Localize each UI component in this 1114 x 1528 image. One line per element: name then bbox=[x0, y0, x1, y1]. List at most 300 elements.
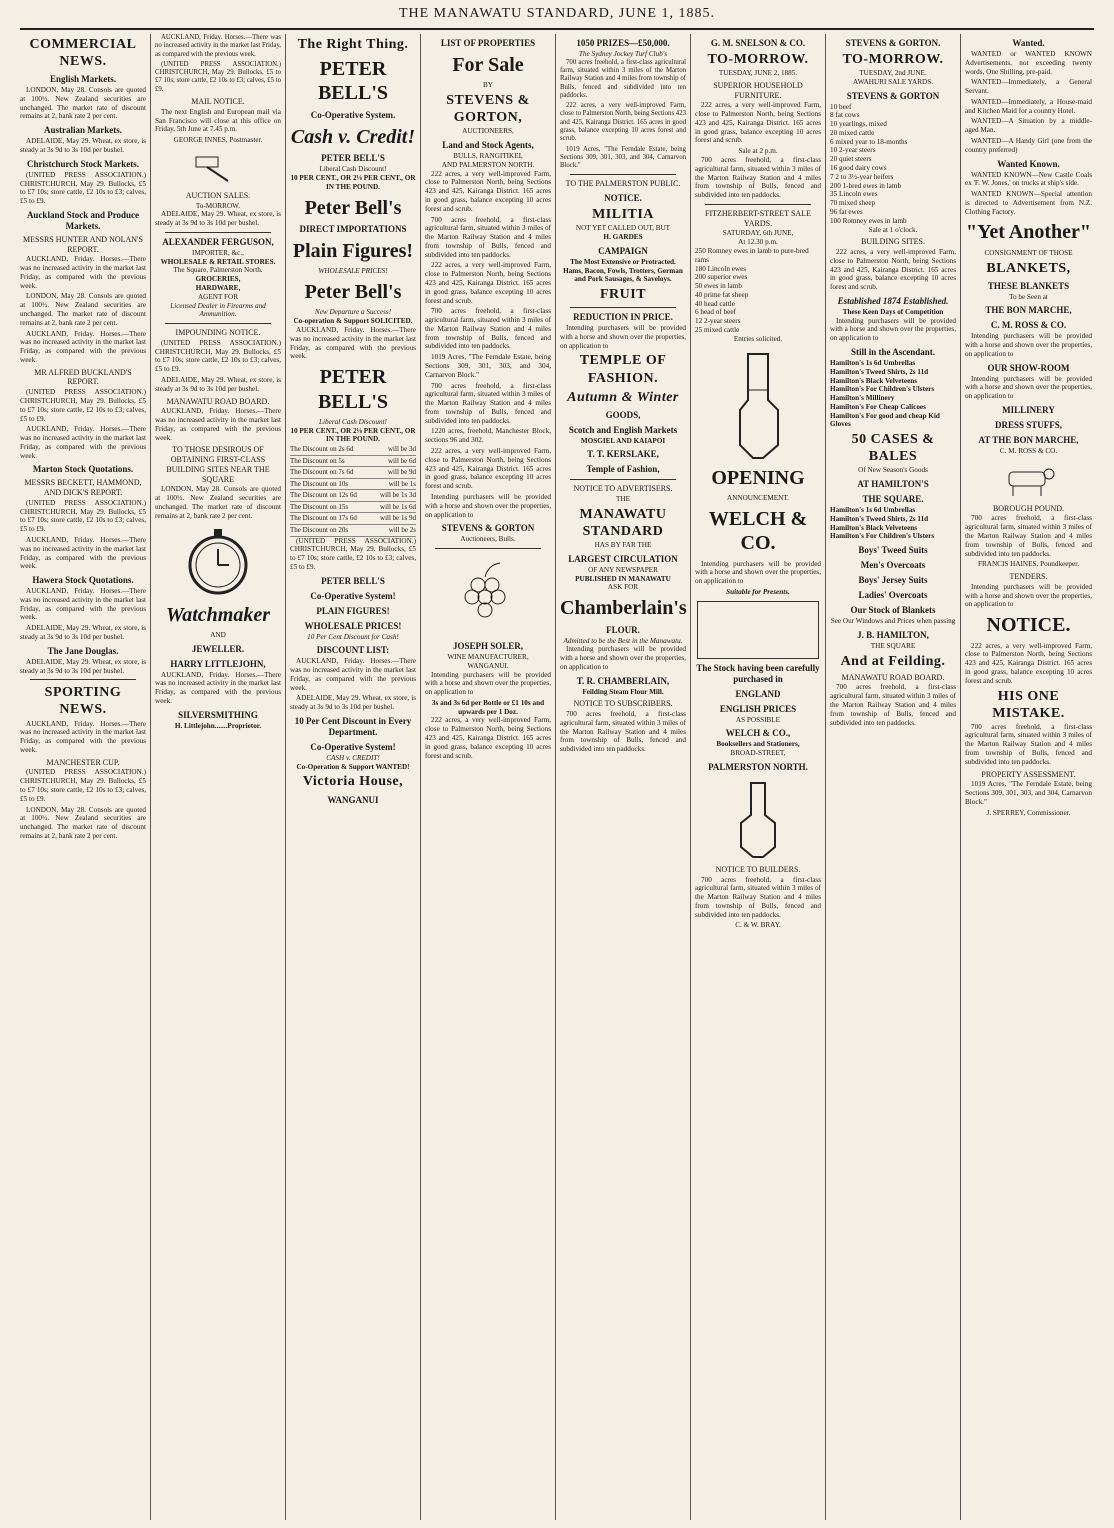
article-paragraph: Intending purchasers will be provided with a horse and shown over the properties, on application to bbox=[830, 316, 956, 343]
ad-footer: H. Littlejohn.......Proprietor. bbox=[174, 721, 262, 730]
article-paragraph: (UNITED PRESS ASSOCIATION.) CHRISTCHURCH, May 29. Bullocks, £5 to £7 10s; store cattle, £2 10s to £3; calves, £5 to £9. bbox=[155, 338, 281, 374]
table-cell: will be 1s 3d bbox=[380, 491, 416, 500]
classified-ad: WANTED—Immediately, a General Servant. bbox=[965, 78, 1092, 96]
table-cell: The Discount on 5s bbox=[290, 456, 345, 465]
list-item: Hamilton's Tweed Shirts, 2s 11d bbox=[830, 514, 929, 523]
article-paragraph: AUCKLAND, Friday. Horses.—There was no increased activity in the market last Friday, as compared with the previous week. bbox=[155, 670, 281, 706]
ad-line: NOTICE TO BUILDERS. bbox=[715, 864, 801, 874]
article-paragraph: ADELAIDE, May 29. Wheat, ex store, is steady at 3s 9d to 3s 10d per bushel. bbox=[290, 694, 416, 712]
list-item: 70 mixed sheep bbox=[830, 199, 876, 208]
list-item: 6 head of beef bbox=[695, 308, 736, 317]
ad-title: 1050 PRIZES—£50,000. bbox=[576, 38, 670, 48]
divider bbox=[165, 232, 271, 233]
section-title: SPORTING NEWS. bbox=[44, 685, 122, 718]
ad-line: Temple of Fashion, bbox=[586, 464, 660, 475]
hamilton-list bbox=[830, 506, 956, 541]
ad-line: TO-MORROW. bbox=[842, 51, 944, 67]
ad-line: PETER BELL'S bbox=[317, 58, 389, 105]
ad-line: Peter Bell's bbox=[304, 196, 402, 219]
list-item: 6 mixed year to 18-months bbox=[830, 137, 908, 146]
article-paragraph: 700 acres freehold, a first-class agricultural farm, situated within 3 miles of the Marton Railway Station and 4 miles from township of Bulls, fenced and subdivided into ten paddocks. bbox=[830, 683, 956, 727]
ad-line: PETER BELL'S bbox=[321, 153, 385, 164]
ad-line: The Stock having been carefully purchased in bbox=[696, 662, 820, 684]
classified-ad: WANTED—A Handy Girl (one from the country preferred) bbox=[965, 137, 1092, 154]
divider bbox=[570, 307, 676, 308]
ad-line: Suitable for Presents. bbox=[726, 587, 790, 596]
article-paragraph: 700 acres freehold, a first-class agricultural farm, situated within 3 miles of the Marton Railway Station and 4 miles from township of Bulls, fenced and subdivided into ten paddocks. bbox=[695, 875, 821, 919]
table-cell: The Discount on 12s 6d bbox=[290, 491, 357, 500]
property-listing: 222 acres, a very well-improved Farm, close to Palmerston North, being Sections 423 and 425, Kairanga District. 165 acres in good grass, balance excepting 10 acres forest and scrub. bbox=[425, 169, 551, 213]
impound-title: IMPOUNDING NOTICE. bbox=[175, 328, 261, 338]
table-row bbox=[290, 490, 416, 502]
ad-line: Co-operation & Support SOLICITED. bbox=[293, 317, 413, 326]
ad-line: These Keen Days of Competition bbox=[842, 307, 944, 316]
ad-line: ENGLAND bbox=[735, 688, 781, 699]
ad-line: BLANKETS, bbox=[986, 260, 1071, 276]
article-paragraph: 700 acres freehold, a first-class agricultural farm, situated within 3 miles of the Marton Railway Station and 4 miles from township of Bulls, fenced and subdivided into ten paddocks. bbox=[965, 514, 1092, 558]
list-item: 10 2-year steers bbox=[830, 146, 876, 155]
ad-line: LARGEST CIRCULATION bbox=[568, 553, 678, 564]
table-row bbox=[290, 456, 416, 468]
property-listing: 700 acres freehold, a first-class agricultural farm, situated within 3 miles of the Marton Railway Station and 4 miles from township of Bulls, fenced and subdivided into ten paddocks. bbox=[425, 307, 551, 351]
ad-line: Cash v. Credit! bbox=[290, 125, 416, 148]
property-listing: 1220 acres, freehold, Manchester Block, sections 96 and 302. bbox=[425, 427, 551, 445]
ad-line: C. M. ROSS & CO. bbox=[990, 320, 1067, 331]
ad-line: BUILDING SITES. bbox=[861, 237, 925, 247]
ad-line: Established 1874 Established. bbox=[837, 295, 949, 306]
table-cell: will be 6d bbox=[388, 456, 416, 465]
ad-line: Ladies' Overcoats bbox=[858, 590, 928, 601]
ad-line: WANGANUI. bbox=[467, 661, 509, 670]
ad-title: STEVENS & GORTON. bbox=[845, 38, 941, 48]
article-paragraph: 222 acres, a very well-improved Farm, close to Palmerston North, being Sections 423 and 425, Kairanga District. 165 acres in good grass, balance excepting 10 acres forest and scrub. bbox=[560, 102, 686, 143]
ad-line: MILLINERY bbox=[1002, 405, 1055, 416]
watchmaker-title: Watchmaker bbox=[165, 603, 271, 626]
ad-line: CAMPAIGN bbox=[598, 245, 648, 256]
article-paragraph: (UNITED PRESS ASSOCIATION.) CHRISTCHURCH, May 29. Bullocks, £5 to £7 10s; store cattle, £2 10s to £3; calves, £5 to £9. bbox=[20, 170, 146, 206]
list-item: 12 2-year steers bbox=[695, 317, 741, 326]
ad-title: LIST OF PROPERTIES bbox=[440, 38, 536, 48]
ad-line: THE bbox=[616, 495, 630, 504]
list-item: 20 quiet steers bbox=[830, 155, 872, 164]
article-paragraph: ADELAIDE, May 29. Wheat, ex store, is steady at 3s 9d to 3s 10d per bushel. bbox=[20, 624, 146, 642]
ad-line: JEWELLER. bbox=[191, 643, 245, 654]
columns bbox=[16, 34, 1098, 1520]
ad-line: TO-MORROW. bbox=[707, 51, 809, 67]
table-cell: The Discount on 7s 6d bbox=[290, 468, 354, 477]
ad-line: H. GARDES bbox=[603, 232, 643, 241]
subheading: MESSRS HUNTER AND NOLAN'S REPORT. bbox=[23, 234, 143, 254]
column-wanted bbox=[961, 34, 1096, 1520]
article-paragraph: ADELAIDE, May 29. Wheat, ex store, is steady at 3s 9d to 3s 10d per bushel. bbox=[155, 210, 281, 228]
article-paragraph: AUCKLAND, Friday. Horses.—There was no increased activity in the market last Friday, as compared with the previous week. bbox=[155, 407, 281, 442]
list-item: 250 Romney ewes in lamb to pure-bred rams bbox=[695, 246, 809, 264]
ad-line: ANNOUNCEMENT. bbox=[727, 493, 789, 502]
ad-line: GROCERIES, bbox=[195, 275, 241, 284]
ad-line: Sale at 2 p.m. bbox=[738, 147, 778, 156]
article-paragraph: Intending purchasers will be provided with a horse and shown over the properties, on application to bbox=[425, 670, 551, 697]
ad-line: Sale at 1 o'clock. bbox=[868, 225, 918, 234]
classified-ad: WANTED KNOWN—New Castle Coals ex 'F. W. Jones,' on trucks at ship's side. bbox=[965, 170, 1092, 188]
subheading: English Markets. bbox=[49, 74, 116, 85]
article-paragraph: (UNITED PRESS ASSOCIATION.) CHRISTCHURCH, May 29. Bullocks, £5 to £7 10s; store cattle, £2 10s to £3; calves, £5 to £9. bbox=[20, 498, 146, 534]
table-cell: The Discount on 2s 6d bbox=[290, 445, 354, 454]
pointing-hand-icon bbox=[728, 350, 788, 460]
ad-line: New Departure a Success! bbox=[314, 308, 392, 317]
ad-line: ENGLISH PRICES bbox=[719, 703, 797, 714]
auction-subtitle: To-MORROW. bbox=[195, 201, 241, 210]
ad-line: PALMERSTON NORTH. bbox=[708, 761, 808, 772]
ad-line: NOTICE TO ADVERTISERS. bbox=[573, 484, 673, 494]
article-paragraph: Intending purchasers will be provided with a horse and shown over the properties, on application to bbox=[965, 582, 1092, 609]
subheading: MESSRS BECKETT, HAMMOND, AND DICK'S REPORT. bbox=[24, 478, 142, 498]
ad-line: AT THE BON MARCHE, bbox=[978, 434, 1079, 445]
column-snelson bbox=[691, 34, 826, 1520]
ad-line: The Square, Palmerston North. bbox=[173, 266, 263, 275]
ad-line: For Sale bbox=[452, 53, 524, 76]
ad-line: Auctioneers, Bulls. bbox=[460, 535, 516, 544]
column-properties bbox=[421, 34, 556, 1520]
ad-line: Plain Figures! bbox=[292, 239, 414, 262]
ad-line: HARDWARE, bbox=[195, 284, 241, 293]
property-listing: 222 acres, a very well-improved Farm, close to Palmerston North, being Sections 423 and 425, Kairanga District. 165 acres in good grass, balance excepting 10 acres forest and scrub. bbox=[425, 447, 551, 491]
property-listing: 1019 Acres, "The Ferndale Estate, being Sections 309, 301, 303, and 304, Carnarvon Block." bbox=[425, 353, 551, 379]
list-item: 10 yearlings, mixed bbox=[830, 120, 887, 129]
ad-line: NOTICE. bbox=[604, 193, 642, 204]
ad-line: 10 Per Cent Discount in Every Department. bbox=[294, 715, 412, 737]
ad-line: AUCTIONEERS, bbox=[462, 127, 514, 136]
ad-title: ALEXANDER FERGUSON, bbox=[162, 236, 274, 247]
ad-line: PETER BELL'S bbox=[317, 366, 389, 413]
ad-line: THESE BLANKETS bbox=[987, 280, 1070, 291]
table-row bbox=[290, 479, 416, 491]
property-listing: Intending purchasers will be provided with a horse and shown over the properties, on application to bbox=[425, 492, 551, 519]
ad-line: PETER BELL'S bbox=[321, 575, 385, 586]
list-item: Hamilton's For Children's Ulsters bbox=[830, 385, 935, 394]
article-paragraph: LONDON, May 28. Consols are quoted at 100½. New Zealand securities are unchanged. The market rate of discount remains at 2, bank rate 2 per cent. bbox=[20, 292, 146, 327]
mail-notice-text: The next English and European mail via San Francisco will close at this office on Friday, 5th June at 7.45 p.m. bbox=[155, 107, 281, 134]
list-item: 25 mixed cattle bbox=[695, 326, 740, 335]
article-paragraph: (UNITED PRESS ASSOCIATION.) CHRISTCHURCH, May 29. Bullocks, £5 to £7 10s; store cattle, £2 10s to £3; calves, £5 to £9. bbox=[20, 388, 146, 423]
table-row bbox=[290, 525, 416, 537]
ad-line: WHOLESALE & RETAIL STORES. bbox=[160, 257, 276, 266]
divider bbox=[30, 679, 136, 680]
article-paragraph: LONDON, May 28. Consols are quoted at 100½. New Zealand securities are unchanged. The market rate of discount remains at 2, bank rate 2 per cent. bbox=[20, 805, 146, 840]
subheading: MR ALFRED BUCKLAND'S REPORT. bbox=[34, 367, 132, 387]
table-cell: The Discount on 15s bbox=[290, 502, 349, 511]
ad-line: AT HAMILTON'S bbox=[857, 479, 929, 490]
subheading: Marton Stock Quotations. bbox=[32, 464, 134, 475]
list-item: Hamilton's Tweed Shirts, 2s 11d bbox=[830, 367, 929, 376]
ad-line: Still in the Ascendant. bbox=[850, 347, 935, 358]
ad-line: JOSEPH SOLER, bbox=[452, 641, 524, 652]
ad-line: WANGANUI bbox=[327, 794, 379, 805]
column-notices bbox=[151, 34, 286, 1520]
list-item: 180 Lincoln ewes bbox=[695, 264, 747, 273]
property-listing: 700 acres freehold, a first-class agricultural farm, situated within 3 miles of the Marton Railway Station and 4 miles from township of Bulls, fenced and subdivided into ten paddocks. bbox=[425, 215, 551, 259]
ad-title: G. M. SNELSON & CO. bbox=[710, 38, 806, 48]
subheading: Hawera Stock Quotations. bbox=[32, 575, 134, 586]
classified-ad: WANTED KNOWN—Special attention is directed to Advertisement from N.Z. Clothing Factory. bbox=[965, 190, 1092, 216]
ad-line: NOTICE. bbox=[986, 614, 1071, 637]
table-cell: will be 1s 9d bbox=[380, 514, 416, 523]
ad-line: Chamberlain's bbox=[560, 597, 687, 620]
ad-line: AND PALMERSTON NORTH. bbox=[441, 160, 535, 169]
ad-line: IMPORTER, &c., bbox=[192, 248, 244, 257]
subheading: Auckland Stock and Produce Markets. bbox=[26, 209, 140, 231]
subheading: Australian Markets. bbox=[44, 125, 122, 136]
list-item: 200 1-bred ewes in lamb bbox=[830, 181, 902, 190]
ad-line: Of New Season's Goods bbox=[858, 466, 928, 475]
ad-line: DISCOUNT LIST: bbox=[316, 645, 390, 656]
ad-line: WINE MANUFACTURER, bbox=[447, 653, 529, 662]
ad-line: STEVENS & GORTON bbox=[441, 523, 535, 534]
ad-line: Scotch and English Markets bbox=[568, 424, 678, 435]
article-paragraph: LONDON, May 28. Consols are quoted at 100½. New Zealand securities are unchanged. The market rate of discount remains at 2, bank rate 2 per cent. bbox=[155, 485, 281, 520]
subheading: Christchurch Stock Markets. bbox=[26, 158, 140, 169]
list-item: 96 fat ewes bbox=[830, 207, 863, 216]
ad-line: FRUIT bbox=[599, 287, 647, 303]
ad-line: Liberal Cash Discount! bbox=[319, 417, 387, 426]
article-paragraph: AUCKLAND, Friday. Horses.—There was no increased activity in the market last Friday, as compared with the previous week. bbox=[290, 657, 416, 692]
ad-title: The Right Thing. bbox=[297, 37, 409, 52]
ad-line: Licensed Dealer in Firearms and Ammunition. bbox=[170, 301, 266, 319]
list-item: Hamilton's Black Velveteens bbox=[830, 523, 918, 532]
table-row bbox=[290, 502, 416, 514]
ad-line: DRESS STUFFS, bbox=[994, 420, 1063, 430]
ad-line: 10 PER CENT., OR 2⅛ PER CENT., OR IN THE POUND. bbox=[290, 173, 416, 191]
ad-line: ASK FOR bbox=[607, 583, 639, 592]
subheading: MANCHESTER CUP. bbox=[46, 757, 120, 767]
ad-line: FRANCIS HAINES, Poundkeeper. bbox=[977, 560, 1080, 569]
ad-line: OPENING bbox=[711, 466, 805, 489]
article-paragraph: 700 acres freehold, a first-class agricultural farm, situated within 3 miles of the Marton Railway Station and 4 miles from township of Bulls, fenced and subdivided into ten paddocks. bbox=[965, 722, 1092, 766]
ad-line: Co-Operation & Support WANTED! bbox=[296, 762, 410, 771]
ad-line: Land and Stock Agents, bbox=[442, 140, 534, 151]
hamilton-list bbox=[830, 359, 956, 429]
mail-notice-title: MAIL NOTICE. bbox=[191, 96, 245, 106]
ad-line: And at Feilding. bbox=[840, 653, 946, 669]
list-item: 7 2 to 3½-year heifers bbox=[830, 172, 894, 181]
ad-line: C. M. ROSS & CO. bbox=[999, 446, 1058, 455]
ad-line: Booksellers and Stationers, bbox=[716, 740, 800, 749]
table-cell: will be 1s 6d bbox=[380, 502, 416, 511]
article-paragraph: ADELAIDE, May 29. Wheat, ex store, is steady at 3s 9d to 3s 10d per bushel. bbox=[20, 657, 146, 675]
ad-line: T. R. CHAMBERLAIN, bbox=[576, 675, 670, 686]
ad-line: Men's Overcoats bbox=[860, 560, 926, 571]
article-paragraph: 700 acres freehold, a first-class agricultural farm, situated within 3 miles of the Marton Railway Station and 4 miles from township of Bulls, fenced and subdivided into ten paddocks. bbox=[560, 58, 686, 99]
article-paragraph: 1019 Acres, "The Ferndale Estate, being Sections 309, 301, 303, and 304, Carnarvon Block." bbox=[965, 780, 1092, 806]
property-listing: 700 acres freehold, a first-class agricultural farm, situated within 3 miles of the Marton Railway Station and 4 miles from township of Bulls, fenced and subdivided into ten paddocks. bbox=[425, 381, 551, 425]
ad-line: THE SQUARE. bbox=[862, 494, 924, 505]
divider bbox=[435, 548, 541, 549]
list-item: Hamilton's Black Velveteens bbox=[830, 376, 918, 385]
list-item: 35 Lincoln ewes bbox=[830, 190, 878, 199]
article-paragraph: 222 acres, a very well-improved Farm, close to Palmerston North, being Sections 423 and 425, Kairanga District. 165 acres in good grass, balance excepting 10 acres forest and scrub. bbox=[830, 248, 956, 292]
pointing-hand-icon bbox=[733, 779, 783, 859]
ad-line: TO THE PALMERSTON PUBLIC. bbox=[565, 179, 681, 189]
grapes-illustration-icon bbox=[448, 555, 528, 635]
ad-line: Boys' Jersey Suits bbox=[858, 575, 928, 586]
article-paragraph: 700 acres freehold, a first-class agricultural farm, situated within 3 miles of the Marton Railway Station and 4 miles from township of Bulls, fenced and subdivided into ten paddocks. bbox=[695, 156, 821, 200]
article-paragraph: Intending purchasers will be provided with a horse and shown over the properties, on application to bbox=[560, 324, 686, 350]
ad-line: To be Seen at bbox=[1009, 292, 1048, 301]
ad-line: HARRY LITTLEJOHN, bbox=[170, 658, 266, 669]
ad-line: See Our Windows and Prices when passing bbox=[830, 617, 956, 626]
ad-line: 50 CASES & BALES bbox=[851, 432, 935, 465]
list-item: 40 head cattle bbox=[695, 299, 735, 308]
masthead: THE MANAWATU STANDARD, JUNE 1, 1885. bbox=[20, 6, 1094, 30]
ad-line: Co-Operative System! bbox=[310, 741, 396, 752]
list-item: Hamilton's 1s 6d Umbrellas bbox=[830, 506, 916, 515]
ad-line: DIRECT IMPORTATIONS bbox=[299, 223, 407, 234]
article-paragraph: (UNITED PRESS ASSOCIATION.) CHRISTCHURCH, May 29. Bullocks, £5 to £7 10s; store cattle, £2 10s to £3; calves, £5 to £9. bbox=[20, 768, 146, 803]
article-paragraph: Intending purchasers will be provided with a horse and shown over the properties, on application to bbox=[965, 374, 1092, 401]
ad-line: THE SQUARE bbox=[870, 641, 916, 650]
ad-line: MOSGIEL AND KAIAPOI bbox=[580, 436, 666, 445]
list-item: 200 superior ewes bbox=[695, 273, 748, 282]
ad-line: MILITIA bbox=[592, 207, 654, 223]
ad-line: J. SPERREY, Commissioner. bbox=[986, 808, 1071, 817]
list-item: 100 Romney ewes in lamb bbox=[830, 216, 907, 225]
ad-line: BOROUGH POUND. bbox=[992, 503, 1065, 513]
article-paragraph: Intending purchasers will be provided with a horse and shown over the properties, on application to bbox=[560, 645, 686, 671]
column-peter-bell bbox=[286, 34, 421, 1520]
ad-line: WHOLESALE PRICES! bbox=[304, 620, 402, 631]
list-item: Hamilton's For good and cheap Kid Gloves bbox=[830, 411, 940, 429]
ad-line: Admitted to be the Best in the Manawatu. bbox=[563, 636, 683, 645]
table-cell: will be 3d bbox=[388, 445, 416, 454]
ad-line: PROPERTY ASSESSMENT. bbox=[981, 769, 1076, 779]
ad-line: BULLS, RANGITIKEI, bbox=[453, 152, 523, 161]
ad-line: The Most Extensive or Protracted. bbox=[570, 257, 676, 266]
ad-line: Co-Operative System. bbox=[310, 109, 396, 120]
table-cell: The Discount on 17s 6d bbox=[290, 514, 357, 523]
discount-table bbox=[290, 444, 416, 536]
article-paragraph: AUCKLAND, Friday. Horses.—There was no increased activity in the market last Friday, as compared with the previous week. bbox=[20, 255, 146, 290]
subheading: The Jane Douglas. bbox=[47, 645, 119, 656]
ad-line: TEMPLE OF FASHION. bbox=[579, 353, 667, 386]
road-board-title: MANAWATU ROAD BOARD. bbox=[166, 396, 270, 406]
ad-line: BY bbox=[483, 81, 493, 90]
ad-line: The Sydney Jockey Turf Club's bbox=[578, 49, 668, 58]
article-paragraph: AUCKLAND, Friday. Horses.—There was no increased activity in the market last Friday, as compared with the previous week. bbox=[20, 536, 146, 571]
building-sites-title: TO THOSE DESIROUS OF OBTAINING FIRST-CLASS BUILDING SITES NEAR THE SQUARE bbox=[166, 445, 270, 484]
classified-ad: WANTED or WANTED KNOWN Advertisements, not exceeding twenty words, One Shilling, pre-paid. bbox=[965, 49, 1092, 76]
column-commercial-news bbox=[16, 34, 151, 1520]
ad-line: Hams, Bacon, Fowls, Trotters, German and Pork Sausages, & Saveloys. bbox=[563, 266, 683, 284]
article-paragraph: AUCKLAND, Friday. Horses.—There was no increased activity in the market last Friday, as compared with the previous week. bbox=[20, 329, 146, 364]
classified-ad: WANTED—Immediately, a House-maid and Kitchen Maid for a country Hotel. bbox=[965, 97, 1092, 115]
stock-list bbox=[830, 103, 956, 226]
article-paragraph: ADELAIDE, May 29. Wheat, ex store, is steady at 3s 9d to 3s 10d per bushel. bbox=[155, 376, 281, 393]
ad-line: STEVENS & GORTON, bbox=[446, 93, 530, 126]
list-item: 20 mixed cattle bbox=[830, 128, 875, 137]
table-row bbox=[290, 513, 416, 525]
ad-line: Feilding Steam Flour Mill. bbox=[582, 687, 664, 696]
article-paragraph: (UNITED PRESS ASSOCIATION.) CHRISTCHURCH, May 29. Bullocks, £5 to £7 10s; store cattle, £2 10s to £3; calves, £5 to £9. bbox=[155, 60, 281, 93]
section-title: COMMERCIAL NEWS. bbox=[29, 37, 137, 70]
ad-line: 10 PER CENT., OR 2⅛ PER CENT., OR IN THE POUND. bbox=[290, 426, 416, 444]
ad-line: At 12.30 p.m. bbox=[738, 238, 778, 247]
section-title: Wanted. bbox=[1012, 38, 1045, 48]
ad-line: AS POSSIBLE bbox=[735, 715, 781, 724]
article-paragraph: Intending purchasers will be provided with a horse and shown over the properties, on application to bbox=[965, 332, 1092, 358]
list-item: Hamilton's 1s 6d Umbrellas bbox=[830, 359, 916, 368]
article-paragraph: 222 acres, a very well-improved Farm, close to Palmerston North, being Sections 423 and 425, Kairanga District. 165 acres in good grass, balance excepting 10 acres forest and scrub. bbox=[695, 101, 821, 145]
ad-line: CONSIGNMENT OF THOSE bbox=[984, 248, 1073, 257]
article-paragraph: AUCKLAND, Friday. Horses.—There was no increased activity in the market last Friday, as compared with the previous week. bbox=[20, 719, 146, 754]
watch-illustration-icon bbox=[183, 527, 253, 597]
ad-line: Entries solicited. bbox=[733, 334, 783, 343]
ad-line: 3s and 3s 6d per Bottle or £1 10s and upwards per 1 Doz. bbox=[431, 698, 545, 716]
ad-line: Liberal Cash Discount! bbox=[319, 165, 387, 174]
music-box bbox=[697, 601, 819, 659]
ad-line: "Yet Another" bbox=[966, 221, 1091, 244]
ad-line: AWAHURI SALE YARDS. bbox=[852, 77, 934, 86]
ad-line: T. T. KERSLAKE, bbox=[587, 449, 659, 460]
article-paragraph: 1019 Acres, "The Ferndale Estate, being Sections 309, 301, 303, and 304, Carnarvon Block." bbox=[560, 145, 686, 170]
ad-line: MANAWATU STANDARD bbox=[579, 506, 667, 539]
ad-line: Our Stock of Blankets bbox=[850, 605, 936, 616]
ad-line: FLOUR. bbox=[606, 624, 640, 635]
article-paragraph: AUCKLAND, Friday. Horses.—There was no increased activity in the market last Friday, as compared with the previous week. bbox=[290, 326, 416, 361]
ad-line: HAS BY FAR THE bbox=[594, 541, 652, 550]
ad-line: CASH v. CREDIT! bbox=[326, 753, 380, 762]
column-hamilton bbox=[826, 34, 961, 1520]
ad-line: Autumn & Winter bbox=[567, 389, 679, 405]
ad-line: J. B. HAMILTON, bbox=[857, 629, 929, 640]
table-cell: The Discount on 10s bbox=[290, 479, 349, 488]
ad-line: OUR SHOW-ROOM bbox=[987, 362, 1070, 373]
list-item: 50 ewes in lamb bbox=[695, 282, 742, 291]
column-militia bbox=[556, 34, 691, 1520]
ad-line: Boys' Tweed Suits bbox=[858, 545, 928, 556]
list-item: Hamilton's For Children's Ulsters bbox=[830, 532, 935, 541]
table-row bbox=[290, 444, 416, 456]
ad-line: NOT YET CALLED OUT, BUT bbox=[575, 224, 671, 233]
ad-line: PUBLISHED IN MANAWATU bbox=[575, 574, 671, 583]
article-paragraph: AUCKLAND, Friday. Horses.—There was no increased activity in the market last Friday, as compared with the previous week. bbox=[155, 34, 281, 58]
ad-line: C. & W. BRAY. bbox=[735, 921, 781, 930]
ad-line: MANAWATU ROAD BOARD. bbox=[841, 672, 945, 682]
ad-line: HIS ONE MISTAKE. bbox=[992, 688, 1065, 721]
auction-title: AUCTION SALES. bbox=[185, 190, 251, 200]
divider bbox=[165, 323, 271, 324]
ad-line: THE BON MARCHE, bbox=[985, 305, 1072, 316]
article-paragraph: 222 acres, a very well-improved Farm, close to Palmerston North, being Sections 423 and 425, Kairanga District. 165 acres in good grass, balance excepting 10 acres forest and scrub. bbox=[425, 716, 551, 760]
ad-line: PLAIN FIGURES! bbox=[316, 605, 390, 616]
list-item: 10 beef bbox=[830, 102, 852, 111]
ad-line: TENDERS. bbox=[1009, 572, 1048, 582]
divider bbox=[570, 479, 676, 480]
ad-line: Peter Bell's bbox=[304, 281, 402, 304]
article-paragraph: AUCKLAND, Friday. Horses.—There was no increased activity in the market last Friday, as compared with the previous week. bbox=[20, 587, 146, 622]
article-paragraph: AUCKLAND, Friday. Horses.—There was no increased activity in the market last Friday, as compared with the previous week. bbox=[20, 425, 146, 460]
ad-line: WELCH & CO. bbox=[708, 507, 808, 555]
ad-line: OF ANY NEWSPAPER bbox=[588, 565, 658, 574]
ad-line: BROAD-STREET, bbox=[730, 749, 786, 758]
ad-line: 10 Per Cent Discount for Cash! bbox=[307, 632, 399, 641]
table-cell: will be 9d bbox=[388, 468, 416, 477]
list-item: 40 prime fat sheep bbox=[695, 290, 749, 299]
article-paragraph: 222 acres, a very well-improved Farm, close to Palmerston North, being Sections 423 and 425, Kairanga District. 165 acres in good grass, balance excepting 10 acres forest and scrub. bbox=[965, 641, 1092, 685]
table-cell: will be 1s bbox=[388, 479, 416, 488]
classified-ad: WANTED—A Situation by a middle-aged Man. bbox=[965, 117, 1092, 135]
ad-line: SATURDAY, 6th JUNE, bbox=[722, 229, 794, 238]
table-cell: will be 2s bbox=[388, 525, 416, 534]
article-paragraph: (UNITED PRESS ASSOCIATION.) CHRISTCHURCH, May 29. Bullocks, £5 to £7 10s; store cattle, £2 10s to £3; calves, £5 to £9. bbox=[290, 536, 416, 571]
